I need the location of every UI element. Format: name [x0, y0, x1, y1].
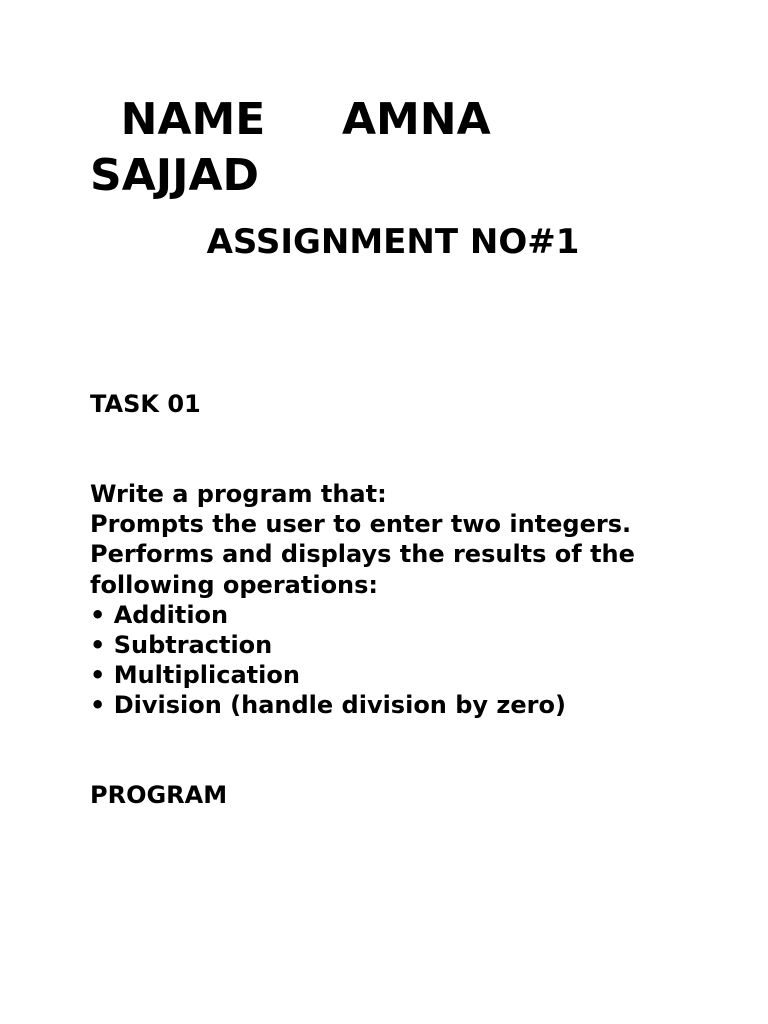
bullet-item-addition: • Addition [90, 600, 229, 629]
bullet-item-multiplication: • Multiplication [90, 661, 300, 690]
task-line: Performs and displays the results of the [90, 540, 635, 569]
program-title: PROGRAM [90, 781, 228, 809]
assignment-title: ASSIGNMENT NO#1 [206, 222, 580, 262]
name-line-2: SAJJAD [90, 150, 260, 201]
bullet-item-subtraction: • Subtraction [90, 631, 273, 660]
student-name-heading [90, 92, 650, 204]
task-line: Prompts the user to enter two integers. [90, 510, 632, 539]
task-line: Write a program that: [90, 480, 387, 508]
task-line: following operations: [90, 570, 379, 599]
task-title: TASK 01 [90, 390, 201, 418]
name-line-1: NAME AMNA [90, 94, 491, 145]
task-description [90, 479, 730, 721]
bullet-item-division: • Division (handle division by zero) [90, 691, 566, 720]
